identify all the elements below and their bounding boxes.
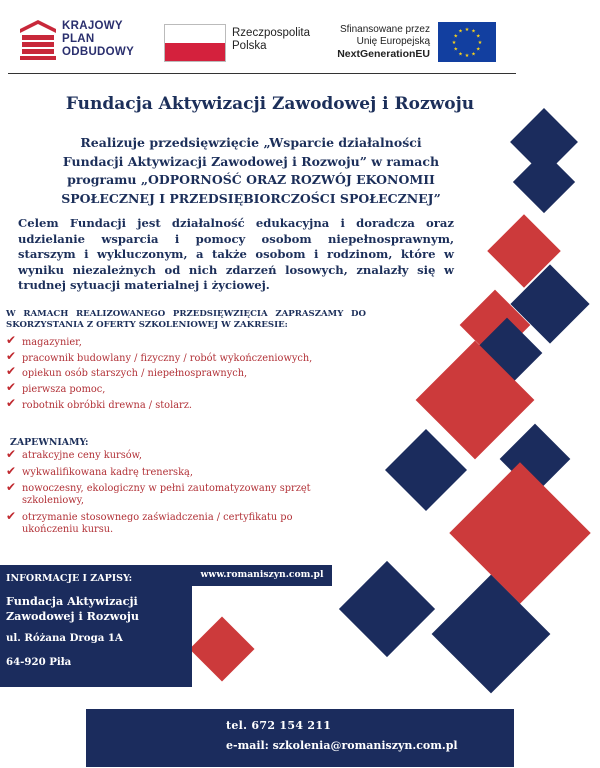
header-divider [8, 73, 516, 74]
checkmark-icon: ✔ [6, 333, 17, 347]
eu-flag-icon [438, 22, 496, 62]
eu-funding-text [312, 24, 430, 60]
kpo-line-1: KRAJOWY [62, 20, 123, 32]
svg-text:★: ★ [464, 27, 470, 33]
svg-text:★: ★ [464, 53, 470, 59]
kpo-line-3: ODBUDOWY [62, 46, 135, 58]
decorative-diamond [189, 616, 254, 681]
course-label: opiekun osób starszych / niepełnosprawnych, [22, 368, 248, 380]
checkmark-icon: ✔ [6, 463, 17, 478]
project-intro: Realizuje przedsięwzięcie „Wsparcie działalności Fundacji Aktywizacji Zawodowej i Rozwoju” w ramach programu „ODPORNOŚĆ ORAZ ROZWÓJ EKONOMII SPOŁECZNEJ I PRZEDSIĘBIORCZOŚCI SPOŁECZNEJ” [61, 135, 441, 206]
benefit-label: otrzymanie stosownego zaświadczenia / certyfikatu po ukończeniu kursu. [22, 511, 293, 535]
checkmark-icon: ✔ [6, 447, 17, 461]
decorative-diamond [449, 462, 590, 603]
kpo-logo-icon [20, 20, 56, 60]
organization-name: Fundacja Aktywizacji Zawodowej i Rozwoju [6, 594, 140, 623]
polish-flag-icon [164, 24, 226, 62]
list-item [6, 447, 326, 462]
list-item [6, 335, 326, 351]
eu-line-1: Sfinansowane przez [339, 24, 430, 35]
checkmark-icon: ✔ [6, 380, 17, 395]
decorative-diamond [513, 151, 575, 213]
list-item [6, 348, 326, 367]
rp-line-2: Polska [232, 40, 267, 52]
course-label: magazynier, [22, 337, 82, 348]
courses-intro: W RAMACH REALIZOWANEGO PRZEDSIĘWZIĘCIA ZAPRASZAMY DO SKORZYSTANIA Z OFERTY SZKOLENIOWEJ W ZAKRESIE: [6, 309, 366, 330]
benefit-label: nowoczesny, ekologiczny w pełni zautomatyzowany sprzęt szkoleniowy, [22, 483, 311, 506]
kpo-line-2: PLAN [62, 33, 95, 45]
list-item [6, 463, 326, 479]
page-title: Fundacja Aktywizacji Zawodowej i Rozwoju [65, 94, 475, 114]
svg-text:★: ★ [476, 33, 481, 40]
svg-text:★: ★ [453, 33, 458, 40]
rp-line-1: Rzeczpospolita [232, 27, 310, 39]
kpo-logo-text [62, 20, 134, 59]
checkmark-icon: ✔ [6, 480, 17, 494]
checkmark-icon: ✔ [6, 364, 17, 379]
svg-text:★: ★ [451, 40, 457, 46]
eu-line-3: NextGenerationEU [337, 48, 430, 60]
course-label: pierwsza pomoc, [22, 384, 106, 396]
rp-logo-text [232, 27, 310, 53]
street-address: ul. Różana Droga 1A [6, 632, 123, 644]
course-label: pracownik budowlany / fizyczny / robót wykończeniowych, [22, 352, 313, 364]
decorative-diamond [339, 561, 435, 657]
website-link[interactable]: www.romaniszyn.com.pl [200, 569, 324, 580]
list-item [6, 480, 326, 507]
courses-list [6, 335, 326, 414]
svg-text:★: ★ [477, 40, 483, 46]
decorative-diamond [385, 429, 467, 511]
checkmark-icon: ✔ [6, 348, 17, 363]
svg-text:★: ★ [476, 46, 481, 53]
svg-text:★: ★ [471, 28, 476, 35]
svg-text:★: ★ [458, 28, 463, 35]
eu-line-2: Unię Europejską [356, 36, 430, 47]
benefit-label: atrakcyjne ceny kursów, [22, 450, 142, 461]
mission-statement: Celem Fundacji jest działalność edukacyjna i doradcza oraz udzielanie wsparcia i pomocy osobom niepełnosprawnym, starszym i wykluczonym, a także osobom i rodzinom, które w wyniku niezależnych od nich zdarzeń losowych, znalazły się w trudnej sytuacji materialnej i życiowej. [18, 216, 454, 292]
info-heading: INFORMACJE I ZAPISY: [6, 573, 133, 584]
list-item [6, 382, 326, 398]
svg-text:★: ★ [453, 46, 458, 53]
decorative-diamond [432, 575, 551, 694]
benefits-heading: ZAPEWNIAMY: [10, 437, 89, 448]
email-address[interactable]: e-mail: szkolenia@romaniszyn.com.pl [226, 739, 458, 752]
list-item [6, 508, 326, 536]
city-address: 64-920 Piła [6, 656, 72, 668]
benefit-label: wykwalifikowana kadrę trenerską, [22, 466, 193, 478]
benefits-list [6, 447, 326, 540]
list-item [6, 395, 326, 414]
checkmark-icon: ✔ [6, 395, 17, 410]
list-item [6, 366, 326, 382]
checkmark-icon: ✔ [6, 508, 17, 523]
svg-text:★: ★ [471, 51, 476, 58]
phone-number: tel. 672 154 211 [226, 719, 332, 732]
course-label: robotnik obróbki drewna / stolarz. [22, 399, 193, 411]
svg-text:★: ★ [458, 51, 463, 58]
contact-panel [86, 709, 514, 767]
